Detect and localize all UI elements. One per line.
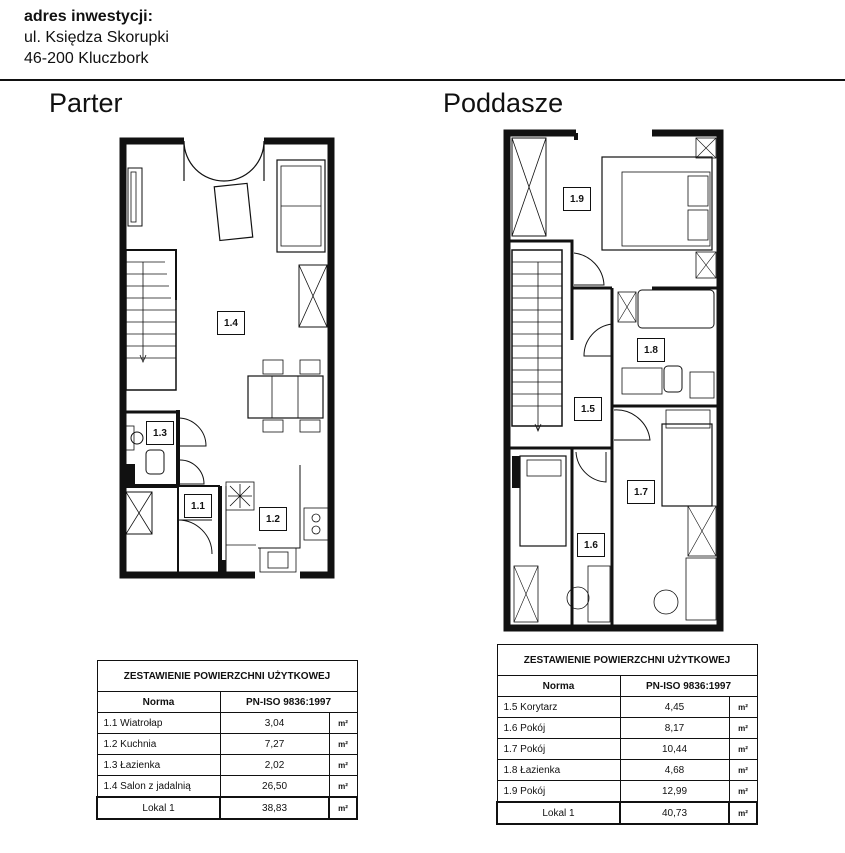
room-name: 1.3 Łazienka [97,755,220,776]
address-street: ul. Księdza Skorupki [24,29,169,46]
table-col-standard: PN-ISO 9836:1997 [220,692,357,713]
table-row [97,776,357,798]
room-label: 1.1 [184,494,212,518]
area-unit: m² [729,718,757,739]
floor-plan-poddasze [507,133,720,628]
room-area: 26,50 [220,776,329,798]
table-total-row [497,802,757,824]
area-unit: m² [329,713,357,734]
address-city: 46-200 Kluczbork [24,50,149,67]
table-total-row [97,797,357,819]
table-col-norma: Norma [497,676,620,697]
room-name: 1.1 Wiatrołap [97,713,220,734]
room-area: 4,45 [620,697,729,718]
area-unit: m² [729,802,757,824]
room-label: 1.8 [637,338,665,362]
floor-title-poddasze: Poddasze [443,88,564,118]
table-header: ZESTAWIENIE POWIERZCHNI UŻYTKOWEJ [497,645,757,676]
room-label: 1.4 [217,311,245,335]
room-area: 8,17 [620,718,729,739]
room-name: 1.2 Kuchnia [97,734,220,755]
room-label: 1.5 [574,397,602,421]
table-row [497,781,757,803]
room-area: 10,44 [620,739,729,760]
total-area: 38,83 [220,797,329,819]
floor-title-parter: Parter [49,88,123,118]
table-row [97,734,357,755]
room-name: 1.9 Pokój [497,781,620,803]
table-row [497,697,757,718]
room-label: 1.2 [259,507,287,531]
area-unit: m² [329,755,357,776]
room-label: 1.7 [627,480,655,504]
room-area: 3,04 [220,713,329,734]
area-unit: m² [729,739,757,760]
area-unit: m² [729,760,757,781]
room-name: 1.4 Salon z jadalnią [97,776,220,798]
room-label: 1.6 [577,533,605,557]
table-col-norma: Norma [97,692,220,713]
room-name: 1.5 Korytarz [497,697,620,718]
area-unit: m² [329,734,357,755]
room-area: 7,27 [220,734,329,755]
table-header: ZESTAWIENIE POWIERZCHNI UŻYTKOWEJ [97,661,357,692]
room-area: 2,02 [220,755,329,776]
area-unit: m² [329,776,357,798]
room-name: 1.7 Pokój [497,739,620,760]
floor-plan-parter [120,141,331,575]
table-row [497,739,757,760]
total-area: 40,73 [620,802,729,824]
table-row [497,760,757,781]
total-name: Lokal 1 [97,797,220,819]
table-row [97,713,357,734]
address-label: adres inwestycji: [24,8,153,25]
table-row [97,755,357,776]
total-name: Lokal 1 [497,802,620,824]
table-col-standard: PN-ISO 9836:1997 [620,676,757,697]
room-label: 1.3 [146,421,174,445]
area-unit: m² [729,781,757,803]
room-area: 12,99 [620,781,729,803]
room-label: 1.9 [563,187,591,211]
room-area: 4,68 [620,760,729,781]
area-unit: m² [329,797,357,819]
room-name: 1.6 Pokój [497,718,620,739]
room-name: 1.8 Łazienka [497,760,620,781]
area-table-poddasze [496,644,758,825]
area-table-parter [96,660,358,820]
table-row [497,718,757,739]
area-unit: m² [729,697,757,718]
